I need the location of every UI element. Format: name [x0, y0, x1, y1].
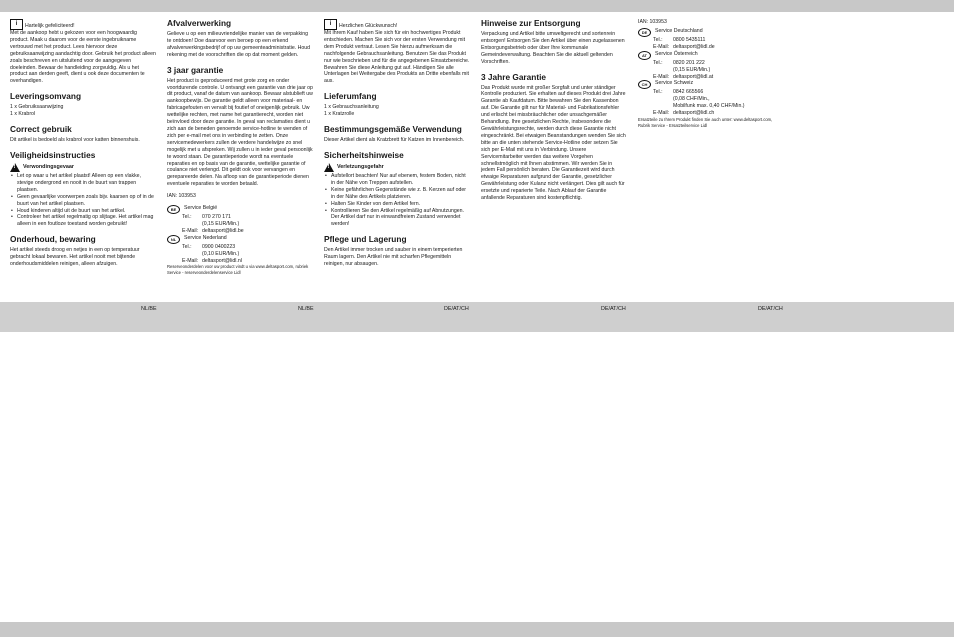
entsorg-text: Verpackung und Artikel bitte umweltgerecht und sortenrein entsorgen! Entsorgen Sie den Artikel über einen zugelassenen Entsorgungsbetrieb oder über Ihre kommunale Gemeindeverwaltung. Beachten Sie die aktuell geltenden Vorschriften.: [481, 31, 625, 65]
tel-value: 0820 201 222: [673, 59, 705, 66]
service-be: [167, 205, 313, 214]
list-item: • Keine gefährlichen Gegenstände wie z. B. Kerzen auf oder in der Nähe des Artikels platzieren.: [331, 187, 470, 201]
intro-line: [324, 19, 470, 30]
list-item: • Aufstellort beachten! Nur auf ebenem, festem Boden, nicht in der Nähe von Treppen aufstellen.: [331, 173, 470, 187]
spare-parts-note: Ersatzteile zu Ihrem Produkt finden Sie auch unter: www.deltasport.com, Rubrik Service - Ersatzteilservice Lidl: [638, 117, 773, 128]
tel-label: Tel.:: [182, 214, 192, 221]
info-book-icon: i: [10, 19, 23, 30]
spare-parts-note: Reserveonderdelen voor uw product vindt u via www.deltasport.com, rubriek Service - reserveonderdelenservice Lidl: [167, 264, 309, 275]
mail-value[interactable]: deltasport@lidl.ch: [673, 110, 715, 117]
pflege-text: Den Artikel immer trocken und sauber in einem temperierten Raum lagern. Den Artikel nie mit scharfen Pflegemitteln reinigen, nur absaugen.: [324, 247, 463, 268]
intro-text: Met de aankoop hebt u gekozen voor een hoogwaardig product. Maak u daarom voor de eerste ingebruikname vertrouwd met het product. Lees hiervoor deze gebruiksaanwijzing aandachtig door. Gebruik het product alleen zoals beschreven en uitsluitend voor de aangegeven doeleinden. Bewaar de handleiding zorgvuldig. Als u het product aan derden geeft, dient u ook deze documenten te overhandigen.: [10, 30, 156, 85]
nl-flag-icon: NL: [167, 235, 180, 244]
service-de: [638, 28, 784, 37]
page-label: NL/BE: [298, 306, 314, 312]
safety-list: [324, 173, 470, 228]
liefer-item: 1 x Kratzrolle: [324, 111, 355, 118]
garantie-text: Das Produkt wurde mit großer Sorgfalt und unter ständiger Kontrolle produziert. Sie erhalten auf dieses Produkt drei Jahre Garantie ab Kaufdatum. Bitte bewahren Sie den Kassenbon auf. Die Garantie gilt nur für Material- und Fabrikationsfehler und erlischt bei missbräuchlicher oder unsachgemäßer Behandlung. Ihre gesetzlichen Rechte, insbesondere die Gewährleistungsrechte, werden durch diese Garantie nicht eingeschränkt. Bei etwaigen Beanstandungen wenden Sie sich bitte an die unten stehende Service-Hotline oder setzen Sie sich per E-Mail mit uns in Verbindung. Unsere Servicemitarbeiter werden das weitere Vorgehen schnellstmöglich mit Ihnen abstimmen. Wir werden Sie in jedem Fall persönlich beraten. Die Garantiezeit wird durch etwaige Reparaturen aufgrund der Garantie, gesetzlicher Gewährleistung oder Kulanz nicht verlängert. Dies gilt auch für ersetzte und reparierte Teile. Nach Ablauf der Garantie anfallende Reparaturen sind kostenpflichtig.: [481, 84, 626, 202]
rate: (0,10 EUR/Min.): [202, 250, 240, 257]
warning-line: [324, 163, 470, 172]
rate: (0,08 CHF/Min.,: [673, 96, 710, 103]
sicher-title: Sicherheitshinweise: [324, 149, 404, 160]
rate: (0,15 EUR/Min.): [202, 220, 240, 227]
veilig-title: Veiligheidsinstructies: [10, 149, 96, 160]
mail-label: E-Mail:: [653, 73, 670, 80]
page-label: DE/AT/CH: [444, 306, 469, 312]
column-de-2: [481, 19, 627, 202]
warning-icon: [10, 163, 20, 172]
service-name: Service Österreich: [655, 50, 698, 57]
intro-heading: Hartelijk gefeliciteerd!: [25, 23, 75, 30]
tel-label: Tel.:: [182, 243, 192, 250]
list-item: • Controleer het artikel regelmatig op slijtage. Het artikel mag alleen in een foutloze toestand worden gebruikt!: [17, 214, 156, 228]
at-flag-icon: AT: [638, 51, 651, 60]
liefer-item: 1 x Gebrauchsanleitung: [324, 104, 379, 111]
warning-label: Verwondingsgevaar: [23, 164, 74, 171]
page-label: NL/BE: [141, 306, 157, 312]
service-name: Service Schweiz: [655, 80, 694, 87]
mail-value[interactable]: deltasport@lidl.de: [673, 43, 715, 50]
onderhoud-title: Onderhoud, bewaring: [10, 234, 96, 245]
rate: (0,15 EUR/Min.): [673, 66, 711, 73]
service-name: Service België: [184, 205, 218, 212]
column-de-3: [638, 19, 784, 128]
levering-item: 1 x Krabrol: [10, 111, 36, 118]
rate: Mobilfunk max. 0,40 CHF/Min.): [673, 103, 745, 110]
tel-label: Tel.:: [653, 59, 663, 66]
info-book-icon: i: [324, 19, 337, 30]
mail-label: E-Mail:: [182, 257, 199, 264]
ch-flag-icon: CH: [638, 80, 651, 89]
onderhoud-text: Het artikel steeds droog en netjes in een op temperatuur gebracht lokaal bewaren. Het artikel nooit met bijtende onderhoudsmiddelen reinigen, alleen afzuigen.: [10, 247, 140, 268]
mail-label: E-Mail:: [653, 43, 670, 50]
intro-text: Mit Ihrem Kauf haben Sie sich für ein hochwertiges Produkt entschieden. Machen Sie sich vor der ersten Verwendung mit dem Produkt vertraut. Lesen Sie hierzu aufmerksam die nachfolgende Gebrauchsanleitung. Benutzen Sie das Produkt nur wie beschrieben und für die angegebenen Einsatzbereiche. Bewahren Sie diese Anleitung gut auf. Händigen Sie alle Unterlagen bei Weitergabe des Produkts an Dritte ebenfalls mit aus.: [324, 30, 470, 85]
tel-value: 0900 0400223: [202, 243, 236, 250]
ian-number: IAN: 103953: [638, 19, 667, 25]
mail-value[interactable]: deltasport@lidl.nl: [202, 257, 242, 264]
service-ch: [638, 80, 784, 89]
bestimm-text: Dieser Artikel dient als Kratzbrett für Katzen im Innenbereich.: [324, 137, 465, 144]
mail-label: E-Mail:: [653, 110, 670, 117]
top-band: [0, 0, 954, 12]
service-name: Service Nederland: [184, 234, 227, 241]
levering-item: 1 x Gebruiksaanwijzing: [10, 104, 64, 111]
warning-line: [10, 163, 156, 172]
warning-icon: [324, 163, 334, 172]
intro-heading: Herzlichen Glückwunsch!: [339, 23, 398, 30]
afval-text: Gelieve u op een milieuvriendelijke manier van de verpakking te ontdoen! Doe daarvoor een beroep op een erkend afvalverwerkingsbedrijf of op uw gemeenteadministratie. Houd rekening met de voorschriften die op dat moment gelden.: [167, 31, 311, 58]
warning-label: Verletzungsgefahr: [337, 164, 384, 171]
liefer-title: Lieferumfang: [324, 91, 377, 102]
be-flag-icon: BE: [167, 205, 180, 214]
list-item: • Geen gevaarlijke voorwerpen zoals bijv. kaarsen op of in de buurt van het artikel plaatsen.: [17, 194, 156, 208]
tel-value: 0800 5435111: [673, 36, 706, 43]
column-de-1: [324, 19, 470, 268]
page-label: DE/AT/CH: [601, 306, 626, 312]
pflege-title: Pflege und Lagerung: [324, 234, 407, 245]
list-item: • Let op waar u het artikel plaatst! Alleen op een vlakke, stevige ondergrond en nooit in de buurt van trappen plaatsen.: [17, 173, 156, 194]
garantie-text: Het product is geproduceerd met grote zorg en onder voortdurende controle. U ontvangt een garantie van drie jaar op dit product, vanaf de datum van aankoop. Bewaar alstublieft uw aankoopbewijs. De garantie geldt alleen voor materiaal- en fabricagefouten en vervalt bij foutief of oneigenlijk gebruik. Uw wettelijke rechten, met name het garantierecht, worden niet beïnvloed door deze garantie. In geval van reclamaties dient u zich aan de beneden genoemde service-hotline te wenden of zich per e-mail met ons in verbinding te zetten. Onze servicemedewerkers zullen de verdere handelwijze zo snel mogelijk met u afspreken. Wij zullen u in ieder geval persoonlijk te woord staan. De garantieperiode wordt na eventuele reparaties en op basis van de garantie, wettelijke garantie of coulance niet verlengd. Dit geldt ook voor vervangen en gerepareerde delen. Na afloop van de garantieperiode dienen eventuele reparaties te worden betaald.: [167, 77, 313, 188]
tel-value: 070 270 171: [202, 214, 231, 221]
de-flag-icon: DE: [638, 28, 651, 37]
garantie-title: 3 jaar garantie: [167, 64, 224, 75]
correct-title: Correct gebruik: [10, 124, 72, 135]
entsorg-title: Hinweise zur Entsorgung: [481, 18, 581, 28]
mail-label: E-Mail:: [182, 227, 199, 234]
list-item: • Houd kinderen altijd uit de buurt van het artikel.: [17, 208, 156, 215]
intro-line: [10, 19, 156, 30]
garantie-title: 3 Jahre Garantie: [481, 71, 547, 82]
list-item: • Halten Sie Kinder von dem Artikel fern.: [331, 201, 470, 208]
service-nl: [167, 235, 313, 244]
list-item: • Kontrollieren Sie den Artikel regelmäßig auf Abnutzungen. Der Artikel darf nur in einwandfreiem Zustand verwendet werden!: [331, 208, 470, 229]
mail-value[interactable]: deltasport@lidl.at: [673, 73, 714, 80]
column-nl-2: [167, 19, 313, 275]
tel-value: 0842 665566: [673, 89, 704, 96]
mail-value[interactable]: deltasport@lidl.be: [202, 227, 244, 234]
service-name: Service Deutschland: [655, 27, 703, 34]
tel-label: Tel.:: [653, 36, 663, 43]
tel-label: Tel.:: [653, 89, 663, 96]
safety-list: [10, 173, 156, 228]
bestimm-title: Bestimmungsgemäße Verwendung: [324, 124, 462, 135]
afval-title: Afvalverwerking: [167, 18, 232, 28]
levering-title: Leveringsomvang: [10, 91, 82, 102]
bottom-band: [0, 622, 954, 637]
column-nl-1: [10, 19, 156, 268]
ian-number: IAN: 103953: [167, 193, 196, 200]
correct-text: Dit artikel is bedoeld als krabrol voor katten binnenshuis.: [10, 137, 140, 144]
page-label: DE/AT/CH: [758, 306, 783, 312]
service-at: [638, 51, 784, 60]
